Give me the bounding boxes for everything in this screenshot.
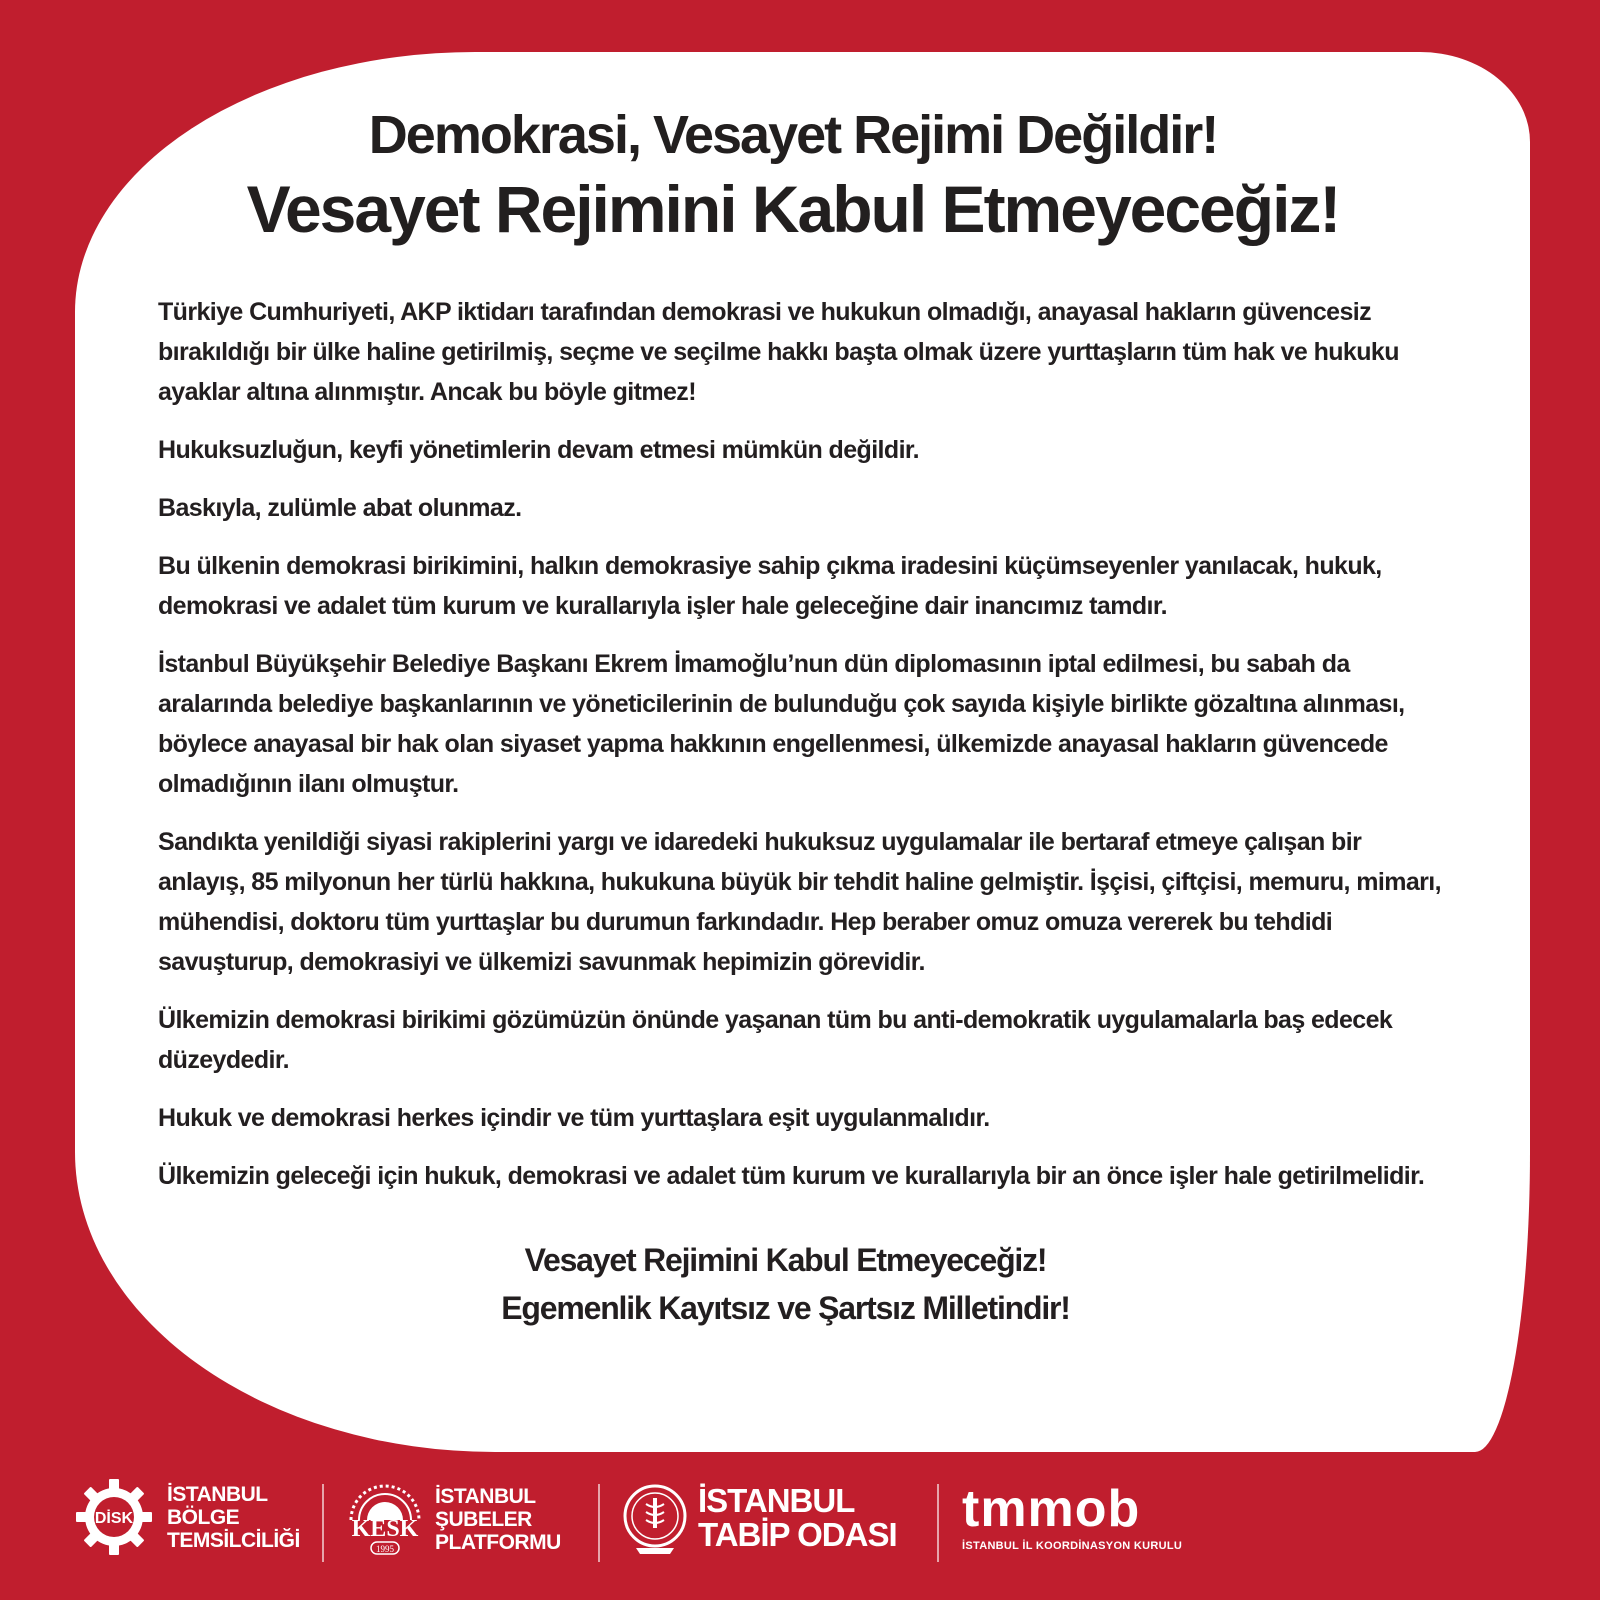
tabip-line-2: TABİP ODASI [698, 1516, 897, 1553]
tabip-odasi-logo-text [698, 1484, 897, 1552]
kesk-year: 1995 [376, 1544, 394, 1554]
paragraph-4: Bu ülkenin demokrasi birikimini, halkın demokrasiye sahip çıkma iradesini küçümseyenler yanılacak, hukuk, demokrasi ve adalet tüm kurum ve kurallarıyla işler hale geleceğine dair inancımız tamdır. [158, 551, 1382, 620]
footer-logos [0, 1470, 1600, 1600]
disk-line-3: TEMSİLCİLİĞİ [167, 1528, 300, 1552]
disk-logo-text [167, 1483, 300, 1552]
logo-divider [598, 1484, 600, 1562]
paragraph-1: Türkiye Cumhuriyeti, AKP iktidarı tarafından demokrasi ve hukukun olmadığı, anayasal hakların güvencesiz bırakıldığı bir ülke haline getirilmiş, seçme ve seçilme hakkı başta olmak üzere yurttaşların tüm hak ve hukuku ayaklar altına alınmıştır. Ancak bu böyle gitmez! [158, 297, 1399, 406]
kesk-line-3: PLATFORMU [435, 1530, 561, 1554]
paragraph-9: Ülkemizin geleceği için hukuk, demokrasi ve adalet tüm kurum ve kurallarıyla bir an önce işler hale getirilmelidir. [158, 1161, 1425, 1190]
tabip-odasi-logo [622, 1478, 897, 1558]
closing-slogans [123, 1236, 1448, 1332]
disk-line-2: BÖLGE [167, 1505, 240, 1529]
headline-primary: Demokrasi, Vesayet Rejimi Değildir! [368, 105, 1218, 165]
paragraph-2: Hukuksuzluğun, keyfi yönetimlerin devam etmesi mümkün değildir. [158, 435, 920, 464]
tmmob-wordmark: tmmob [962, 1480, 1141, 1538]
tmmob-logo [962, 1480, 1183, 1552]
closing-slogan-2: Egemenlik Kayıtsız ve Şartsız Milletindir! [501, 1289, 1070, 1326]
kesk-line-2: ŞUBELER [435, 1507, 532, 1531]
kesk-emblem-text: KESK [351, 1516, 419, 1542]
disk-line-1: İSTANBUL [167, 1482, 268, 1506]
paragraph-7: Ülkemizin demokrasi birikimi gözümüzün önünde yaşanan tüm bu anti-demokratik uygulamalarla baş edecek düzeydedir. [158, 1005, 1393, 1074]
tmmob-subtitle: İSTANBUL İL KOORDİNASYON KURULU [962, 1540, 1183, 1552]
headline-secondary: Vesayet Rejimini Kabul Etmeyeceğiz! [246, 172, 1340, 247]
disk-gear-emblem-icon [75, 1478, 153, 1556]
statement-body [158, 292, 1448, 1196]
paragraph-5: İstanbul Büyükşehir Belediye Başkanı Ekrem İmamoğlu’nun dün diplomasının iptal edilmesi, bu sabah da aralarında belediye başkanlarının ve yöneticilerinin de bulunduğu çok sayıda kişiyle birlikte gözaltına alınması, böylece anayasal bir hak olan siyaset yapma hakkının engellenmesi, ülkemizde anayasal hakların güvencede olmadığının ilanı olmuştur. [158, 649, 1405, 798]
logo-divider [322, 1484, 324, 1562]
kesk-emblem-icon [345, 1478, 425, 1560]
kesk-logo [345, 1478, 561, 1560]
tabip-line-1: İSTANBUL [698, 1482, 855, 1519]
tabip-odasi-seal-icon [622, 1478, 688, 1558]
paragraph-8: Hukuk ve demokrasi herkes içindir ve tüm yurttaşlara eşit uygulanmalıdır. [158, 1103, 990, 1132]
statement-content [158, 104, 1448, 1332]
kesk-logo-text [435, 1485, 561, 1554]
closing-slogan-1: Vesayet Rejimini Kabul Etmeyeceğiz! [524, 1241, 1047, 1278]
kesk-line-1: İSTANBUL [435, 1484, 536, 1508]
disk-emblem-text: DİSK [94, 1510, 134, 1527]
paragraph-3: Baskıyla, zulümle abat olunmaz. [158, 493, 522, 522]
disk-logo [75, 1478, 300, 1556]
logo-divider [937, 1484, 939, 1562]
paragraph-6: Sandıkta yenildiği siyasi rakiplerini yargı ve idaredeki hukuksuz uygulamalar ile bertaraf etmeye çalışan bir anlayış, 85 milyonun her türlü hakkına, hukukuna büyük bir tehdit haline gelmiştir. İşçisi, çiftçisi, memuru, mimarı, mühendisi, doktoru tüm yurttaşlar bu durumun farkındadır. Hep beraber omuz omuza vererek bu tehdidi savuşturup, demokrasiyi ve ülkemizi savunmak hepimizin görevidir. [158, 827, 1441, 976]
